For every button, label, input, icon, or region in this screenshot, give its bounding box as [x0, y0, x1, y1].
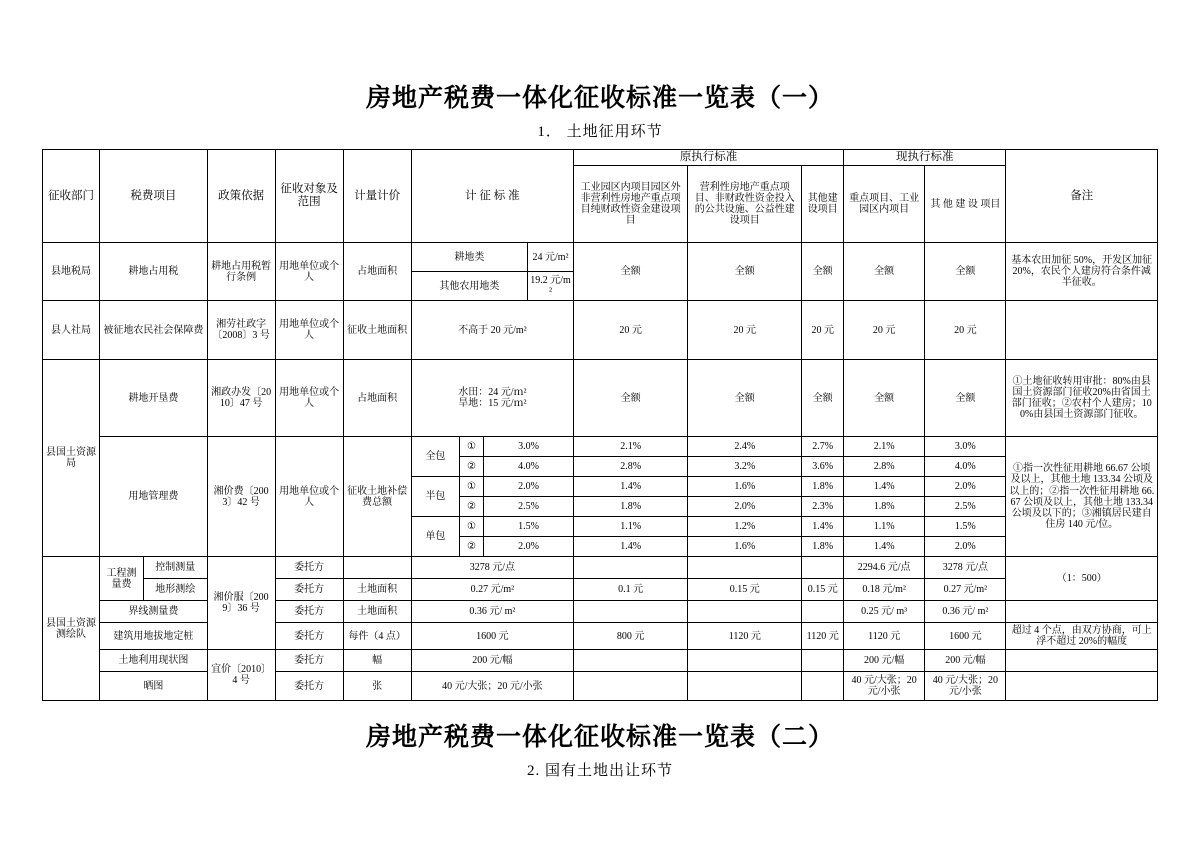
cell-cur2: 0.27 元/m² [925, 579, 1006, 601]
cell-cur2: 40 元/大张；20 元/小张 [925, 672, 1006, 701]
cell-measure: 张 [343, 672, 411, 701]
cell-orig3: 1.4% [802, 517, 844, 537]
cell-orig1 [574, 601, 688, 623]
cell-item: 地形测绘 [143, 579, 207, 601]
cell-basis: 耕地占用税暂行条例 [207, 243, 275, 301]
cell-orig3: 2.7% [802, 437, 844, 457]
cell-orig1: 2.1% [574, 437, 688, 457]
cell-remark [1006, 672, 1158, 701]
cell-object: 用地单位或个人 [275, 437, 343, 557]
cell-orig3 [802, 650, 844, 672]
cell-standard: 0.27 元/m² [411, 579, 573, 601]
cell-orig1: 800 元 [574, 623, 688, 650]
cell-cur2: 2.0% [925, 477, 1006, 497]
cell-measure [343, 557, 411, 579]
cell-basis: 湘政办发〔2010〕47 号 [207, 360, 275, 437]
cell-orig3: 全额 [802, 243, 844, 301]
cell-basis: 湘价费〔2003〕42 号 [207, 437, 275, 557]
cell-cur1: 1.4% [844, 537, 925, 557]
cell-orig2: 0.15 元 [688, 579, 802, 601]
cell-cur1: 全额 [844, 360, 925, 437]
table-row [43, 301, 1158, 360]
th-original: 原执行标准 [574, 150, 844, 166]
cell-cur1: 20 元 [844, 301, 925, 360]
th-measure: 计量计价 [343, 150, 411, 243]
cell-rate-no: ② [459, 457, 483, 477]
cell-orig1 [574, 557, 688, 579]
cell-standard: 3278 元/点 [411, 557, 573, 579]
cell-object: 用地单位或个人 [275, 243, 343, 301]
th-orig-c1: 工业园区内项目园区外非营利性房地产重点项目纯财政性资金建设项目 [574, 166, 688, 243]
cell-object: 委托方 [275, 623, 343, 650]
cell-item: 用地管理费 [100, 437, 208, 557]
table-row [43, 650, 1158, 672]
section-subtitle-2: 2. 国有土地出让环节 [526, 763, 673, 780]
th-basis: 政策依据 [207, 150, 275, 243]
cell-orig2: 全额 [688, 360, 802, 437]
cell-cur1: 2.8% [844, 457, 925, 477]
cell-orig3: 3.6% [802, 457, 844, 477]
th-remark: 备注 [1006, 150, 1158, 243]
th-dept: 征收部门 [43, 150, 100, 243]
th-standard: 计 征 标 准 [411, 150, 573, 243]
cell-orig2 [688, 672, 802, 701]
cell-cur1: 40 元/大张；20 元/小张 [844, 672, 925, 701]
cell-standard: 1600 元 [411, 623, 573, 650]
cell-cur2: 0.36 元/ m² [925, 601, 1006, 623]
cell-orig3: 1.8% [802, 477, 844, 497]
cell-basis: 宜价〔2010〕4 号 [207, 650, 275, 701]
cell-orig1: 1.1% [574, 517, 688, 537]
th-cur-c1: 重点项目、工业园区内项目 [844, 166, 925, 243]
table-row [43, 557, 1158, 579]
cell-cur2: 全额 [925, 243, 1006, 301]
cell-measure: 土地面积 [343, 579, 411, 601]
cell-basis: 湘价服〔2009〕36 号 [207, 557, 275, 650]
cell-cur2: 200 元/幅 [925, 650, 1006, 672]
cell-orig3 [802, 601, 844, 623]
cell-object: 委托方 [275, 601, 343, 623]
cell-object: 委托方 [275, 672, 343, 701]
cell-cur1: 2294.6 元/点 [844, 557, 925, 579]
section-subtitle-1: 1． 土地征用环节 [537, 124, 663, 140]
cell-remark: ①土地征收转用审批：80%由县国土资源部门征收20%由省国土部门征收；②农村个人建房；100%由县国土资源部门征收。 [1006, 360, 1158, 437]
cell-orig3 [802, 672, 844, 701]
cell-remark: （1：500） [1006, 557, 1158, 601]
cell-remark [1006, 650, 1158, 672]
cell-orig3: 全额 [802, 360, 844, 437]
cell-cur1: 1.1% [844, 517, 925, 537]
cell-rate-value: 1.5% [484, 517, 574, 537]
cell-rate-no: ① [459, 477, 483, 497]
cell-basis: 湘劳社政字〔2008〕3 号 [207, 301, 275, 360]
th-item: 税费项目 [100, 150, 208, 243]
cell-object: 用地单位或个人 [275, 360, 343, 437]
th-orig-c3: 其他建设项目 [802, 166, 844, 243]
cell-cur2: 2.5% [925, 497, 1006, 517]
cell-cur2: 20 元 [925, 301, 1006, 360]
cell-cur1: 0.25 元/ m³ [844, 601, 925, 623]
cell-item: 界线测量费 [100, 601, 208, 623]
cell-cur2: 4.0% [925, 457, 1006, 477]
cell-orig3: 2.3% [802, 497, 844, 517]
cell-cur2: 全额 [925, 360, 1006, 437]
cell-orig3: 20 元 [802, 301, 844, 360]
cell-std-label: 其他农用地类 [411, 272, 527, 301]
cell-orig2: 1.6% [688, 477, 802, 497]
th-current: 现执行标准 [844, 150, 1006, 166]
cell-rate-value: 3.0% [484, 437, 574, 457]
cell-orig2: 20 元 [688, 301, 802, 360]
cell-standard: 40 元/大张；20 元/小张 [411, 672, 573, 701]
cell-measure: 征收土地面积 [343, 301, 411, 360]
cell-orig2 [688, 601, 802, 623]
table-row [43, 437, 1158, 457]
cell-measure: 占地面积 [343, 360, 411, 437]
cell-cur1: 1120 元 [844, 623, 925, 650]
cell-orig2 [688, 557, 802, 579]
cell-rate-no: ① [459, 517, 483, 537]
page-title-1: 房地产税费一体化征收标准一览表（一） [365, 85, 834, 112]
cell-std-label: 耕地类 [411, 243, 527, 272]
cell-remark [1006, 601, 1158, 623]
cell-rate-group: 半包 [411, 477, 459, 517]
cell-object: 委托方 [275, 557, 343, 579]
cell-item: 耕地占用税 [100, 243, 208, 301]
cell-remark: ①指一次性征用耕地 66.67 公顷及以上，其他土地 133.34 公顷及以上的；②指一次性征用耕地 66.67 公顷及以上，其他土地 133.34 公顷及以下的；③湘镇居民建自住房 140 元/位。 [1006, 437, 1158, 557]
cell-orig2: 全额 [688, 243, 802, 301]
cell-orig2 [688, 650, 802, 672]
cell-dept: 县国土资源局 [43, 360, 100, 557]
cell-rate-group: 单包 [411, 517, 459, 557]
cell-item: 被征地农民社会保障费 [100, 301, 208, 360]
cell-measure: 土地面积 [343, 601, 411, 623]
cell-orig1: 1.4% [574, 537, 688, 557]
fee-standards-table [42, 149, 1158, 701]
table-row [43, 243, 1158, 272]
cell-dept: 县人社局 [43, 301, 100, 360]
cell-orig3: 0.15 元 [802, 579, 844, 601]
cell-cur1: 1.8% [844, 497, 925, 517]
cell-orig2: 1120 元 [688, 623, 802, 650]
cell-measure: 征收土地补偿费总额 [343, 437, 411, 557]
cell-item: 建筑用地拔地定桩 [100, 623, 208, 650]
cell-standard: 不高于 20 元/m² [411, 301, 573, 360]
cell-orig3: 1.8% [802, 537, 844, 557]
cell-dept: 县地税局 [43, 243, 100, 301]
cell-remark: 超过 4 个点，由双方协商，可上浮不超过 20%的幅度 [1006, 623, 1158, 650]
cell-cur1: 0.18 元/m² [844, 579, 925, 601]
th-orig-c2: 营利性房地产重点项目、非财政性资金投入的公共设施、公益性建设项目 [688, 166, 802, 243]
cell-cur2: 2.0% [925, 537, 1006, 557]
cell-rate-no: ① [459, 437, 483, 457]
cell-cur1: 1.4% [844, 477, 925, 497]
cell-rate-no: ② [459, 537, 483, 557]
cell-item: 晒图 [100, 672, 208, 701]
cell-orig3 [802, 557, 844, 579]
cell-rate-value: 2.0% [484, 477, 574, 497]
standard-line: 水田：24 元/ｍ² [458, 387, 527, 399]
cell-object: 委托方 [275, 650, 343, 672]
cell-orig1 [574, 650, 688, 672]
page-title-2: 房地产税费一体化征收标准一览表（二） [365, 724, 834, 752]
cell-orig2: 1.2% [688, 517, 802, 537]
cell-remark: 基本农田加征 50%，开发区加征 20%，农民个人建房符合条件减半征收。 [1006, 243, 1158, 301]
table-row [43, 360, 1158, 437]
th-cur-c2: 其 他 建 设 项目 [925, 166, 1006, 243]
cell-cur1: 200 元/幅 [844, 650, 925, 672]
cell-measure: 幅 [343, 650, 411, 672]
cell-standard: 200 元/幅 [411, 650, 573, 672]
cell-orig1: 1.4% [574, 477, 688, 497]
cell-cur2: 3.0% [925, 437, 1006, 457]
cell-rate-value: 2.0% [484, 537, 574, 557]
cell-standard [411, 360, 573, 437]
cell-orig1: 1.8% [574, 497, 688, 517]
cell-cur2: 1600 元 [925, 623, 1006, 650]
cell-orig2: 1.6% [688, 537, 802, 557]
cell-item: 耕地开垦费 [100, 360, 208, 437]
standard-line: 旱地：15 元/ｍ² [458, 398, 527, 410]
cell-orig1: 全额 [574, 243, 688, 301]
cell-orig1 [574, 672, 688, 701]
cell-cur1: 全额 [844, 243, 925, 301]
cell-std-value: 19.2 元/m² [528, 272, 574, 301]
cell-orig2: 2.4% [688, 437, 802, 457]
th-object: 征收对象及范围 [275, 150, 343, 243]
cell-cur2: 1.5% [925, 517, 1006, 537]
cell-orig1: 2.8% [574, 457, 688, 477]
cell-item-group: 工程测量费 [100, 557, 144, 601]
cell-orig2: 2.0% [688, 497, 802, 517]
table-header-row-1 [43, 150, 1158, 166]
cell-item: 控制测量 [143, 557, 207, 579]
cell-orig2: 3.2% [688, 457, 802, 477]
cell-measure: 每件（4 点） [343, 623, 411, 650]
cell-object: 委托方 [275, 579, 343, 601]
cell-standard: 0.36 元/ m² [411, 601, 573, 623]
cell-std-value: 24 元/m² [528, 243, 574, 272]
cell-object: 用地单位或个人 [275, 301, 343, 360]
cell-orig1: 20 元 [574, 301, 688, 360]
cell-dept: 县国土资源测绘队 [43, 557, 100, 701]
cell-orig1: 全额 [574, 360, 688, 437]
cell-item: 土地利用现状图 [100, 650, 208, 672]
cell-orig1: 0.1 元 [574, 579, 688, 601]
cell-rate-value: 4.0% [484, 457, 574, 477]
cell-rate-value: 2.5% [484, 497, 574, 517]
cell-rate-group: 全包 [411, 437, 459, 477]
cell-cur1: 2.1% [844, 437, 925, 457]
cell-rate-no: ② [459, 497, 483, 517]
cell-remark [1006, 301, 1158, 360]
cell-orig3: 1120 元 [802, 623, 844, 650]
cell-measure: 占地面积 [343, 243, 411, 301]
cell-cur2: 3278 元/点 [925, 557, 1006, 579]
